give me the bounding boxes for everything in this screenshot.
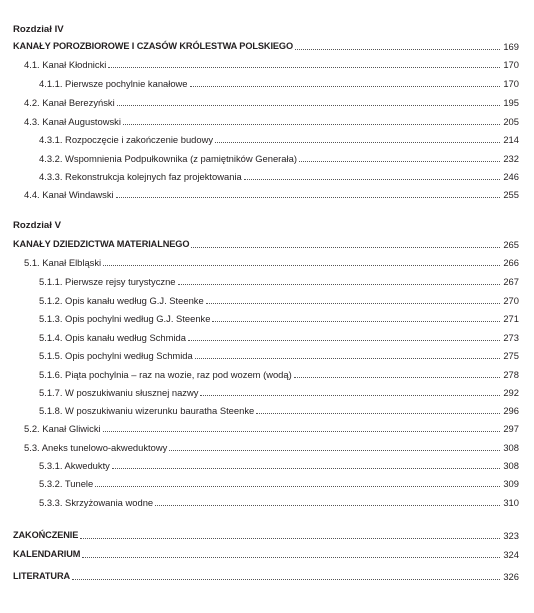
- toc-entry[interactable]: [39, 131, 519, 145]
- toc-entry-title: 5.3.3. Skrzyżowania wodne: [39, 497, 154, 508]
- dot-leader: [256, 413, 500, 414]
- toc-entry-page: 309: [503, 478, 519, 489]
- toc-entry-title: 4.3.3. Rekonstrukcja kolejnych faz projektowania: [39, 171, 242, 182]
- dot-leader: [112, 468, 500, 469]
- dot-leader: [200, 395, 500, 396]
- toc-entry-page: 292: [503, 387, 519, 398]
- toc-entry-page: 255: [503, 189, 519, 200]
- toc-entry[interactable]: [39, 310, 519, 324]
- toc-entry[interactable]: [39, 292, 519, 306]
- toc-entry[interactable]: [24, 439, 519, 453]
- toc-entry-title: KALENDARIUM: [13, 549, 81, 559]
- toc-entry-title: 5.1.6. Piąta pochylnia – raz na wozie, raz pod wozem (wodą): [39, 369, 292, 380]
- toc-entry-page: 271: [503, 313, 519, 324]
- dot-leader: [103, 265, 500, 266]
- toc-entry[interactable]: [39, 329, 519, 343]
- toc-entry-page: 326: [503, 571, 519, 582]
- toc-entry[interactable]: [24, 113, 519, 127]
- chapter-5-page: 265: [503, 239, 519, 250]
- toc-entry-page: 270: [503, 295, 519, 306]
- toc-entry-title: 4.1.1. Pierwsze pochylnie kanałowe: [39, 78, 188, 89]
- dot-leader: [82, 557, 500, 558]
- toc-entry[interactable]: [39, 168, 519, 182]
- toc-entry-page: 308: [503, 460, 519, 471]
- chapter-5-title: KANAŁY DZIEDZICTWA MATERIALNEGO: [13, 239, 190, 249]
- toc-entry-title: 5.1.3. Opis pochylni według G.J. Steenke: [39, 313, 211, 324]
- dot-leader: [72, 579, 500, 580]
- dot-leader: [195, 358, 501, 359]
- toc-entry-title: 4.3. Kanał Augustowski: [24, 116, 121, 127]
- toc-entry[interactable]: [39, 273, 519, 287]
- dot-leader: [294, 377, 501, 378]
- toc-entry-title: 4.4. Kanał Windawski: [24, 189, 114, 200]
- toc-entry-page: 278: [503, 369, 519, 380]
- dot-leader: [191, 247, 500, 248]
- dot-leader: [190, 86, 501, 87]
- toc-entry-page: 324: [503, 549, 519, 560]
- toc-entry-title: 5.1.5. Opis pochylni według Schmida: [39, 350, 193, 361]
- dot-leader: [108, 67, 500, 68]
- toc-entry-title: 4.3.1. Rozpoczęcie i zakończenie budowy: [39, 134, 214, 145]
- toc-entry-page: 323: [503, 530, 519, 541]
- toc-entry-page: 297: [503, 423, 519, 434]
- dot-leader: [206, 303, 501, 304]
- dot-leader: [169, 450, 500, 451]
- toc-entry-title: 5.1.8. W poszukiwaniu wizerunku bauratha Steenke: [39, 405, 255, 416]
- toc-entry-title: 5.3. Aneks tunelowo-akweduktowy: [24, 442, 168, 453]
- toc-endmatter-kalendarium[interactable]: [13, 546, 519, 560]
- dot-leader: [95, 486, 500, 487]
- dot-leader: [212, 321, 500, 322]
- chapter-5-title-row[interactable]: [13, 236, 519, 250]
- toc-entry[interactable]: [39, 384, 519, 398]
- toc-entry[interactable]: [24, 94, 519, 108]
- toc-entry-title: 5.1.4. Opis kanału według Schmida: [39, 332, 186, 343]
- dot-leader: [80, 538, 500, 539]
- dot-leader: [188, 340, 500, 341]
- toc-entry-page: 195: [503, 97, 519, 108]
- toc-entry-title: 5.1. Kanał Elbląski: [24, 257, 102, 268]
- dot-leader: [215, 142, 500, 143]
- toc-entry-title: 4.3.2. Wspomnienia Podpułkownika (z pamiętników Generała): [39, 153, 297, 164]
- toc-entry-page: 275: [503, 350, 519, 361]
- toc-entry-page: 273: [503, 332, 519, 343]
- chapter-4-page: 169: [503, 41, 519, 52]
- toc-entry-page: 310: [503, 497, 519, 508]
- toc-entry-title: ZAKOŃCZENIE: [13, 530, 79, 540]
- chapter-4-title-row[interactable]: [13, 38, 519, 52]
- toc-entry-page: 170: [503, 59, 519, 70]
- toc-entry[interactable]: [24, 254, 519, 268]
- chapter-4-title: KANAŁY POROZBIOROWE I CZASÓW KRÓLESTWA POLSKIEGO: [13, 41, 294, 51]
- toc-entry[interactable]: [24, 420, 519, 434]
- toc-entry-page: 232: [503, 153, 519, 164]
- toc-entry[interactable]: [24, 56, 519, 70]
- toc-entry[interactable]: [39, 475, 519, 489]
- toc-entry-page: 214: [503, 134, 519, 145]
- dot-leader: [178, 284, 501, 285]
- toc-entry[interactable]: [39, 347, 519, 361]
- toc-entry[interactable]: [39, 494, 519, 508]
- dot-leader: [123, 124, 500, 125]
- toc-endmatter-zakonczenie[interactable]: [13, 527, 519, 541]
- dot-leader: [244, 179, 501, 180]
- toc-entry-page: 170: [503, 78, 519, 89]
- dot-leader: [295, 49, 500, 50]
- toc-entry-title: 5.3.1. Akwedukty: [39, 460, 110, 471]
- toc-entry-title: 5.3.2. Tunele: [39, 478, 94, 489]
- toc-entry-title: LITERATURA: [13, 571, 71, 581]
- toc-entry-page: 267: [503, 276, 519, 287]
- toc-entry-title: 5.1.2. Opis kanału według G.J. Steenke: [39, 295, 204, 306]
- toc-entry[interactable]: [39, 366, 519, 380]
- toc-entry-title: 5.1.1. Pierwsze rejsy turystyczne: [39, 276, 176, 287]
- chapter-4-label: Rozdział IV: [13, 24, 64, 35]
- toc-entry[interactable]: [24, 186, 519, 200]
- dot-leader: [117, 105, 501, 106]
- toc-entry-title: 4.2. Kanał Berezyński: [24, 97, 115, 108]
- toc-entry-page: 308: [503, 442, 519, 453]
- toc-entry[interactable]: [39, 75, 519, 89]
- toc-entry[interactable]: [39, 457, 519, 471]
- toc-entry-page: 266: [503, 257, 519, 268]
- toc-entry-page: 205: [503, 116, 519, 127]
- toc-entry-title: 4.1. Kanał Kłodnicki: [24, 59, 107, 70]
- toc-entry-title: 5.2. Kanał Gliwicki: [24, 423, 101, 434]
- toc-entry[interactable]: [39, 150, 519, 164]
- toc-entry-page: 296: [503, 405, 519, 416]
- dot-leader: [155, 505, 500, 506]
- chapter-5-label: Rozdział V: [13, 220, 61, 231]
- toc-entry-title: 5.1.7. W poszukiwaniu słusznej nazwy: [39, 387, 199, 398]
- toc-entry-page: 246: [503, 171, 519, 182]
- toc-entry[interactable]: [39, 402, 519, 416]
- toc-endmatter-literatura[interactable]: [13, 568, 519, 582]
- dot-leader: [116, 197, 501, 198]
- dot-leader: [299, 161, 500, 162]
- dot-leader: [103, 431, 501, 432]
